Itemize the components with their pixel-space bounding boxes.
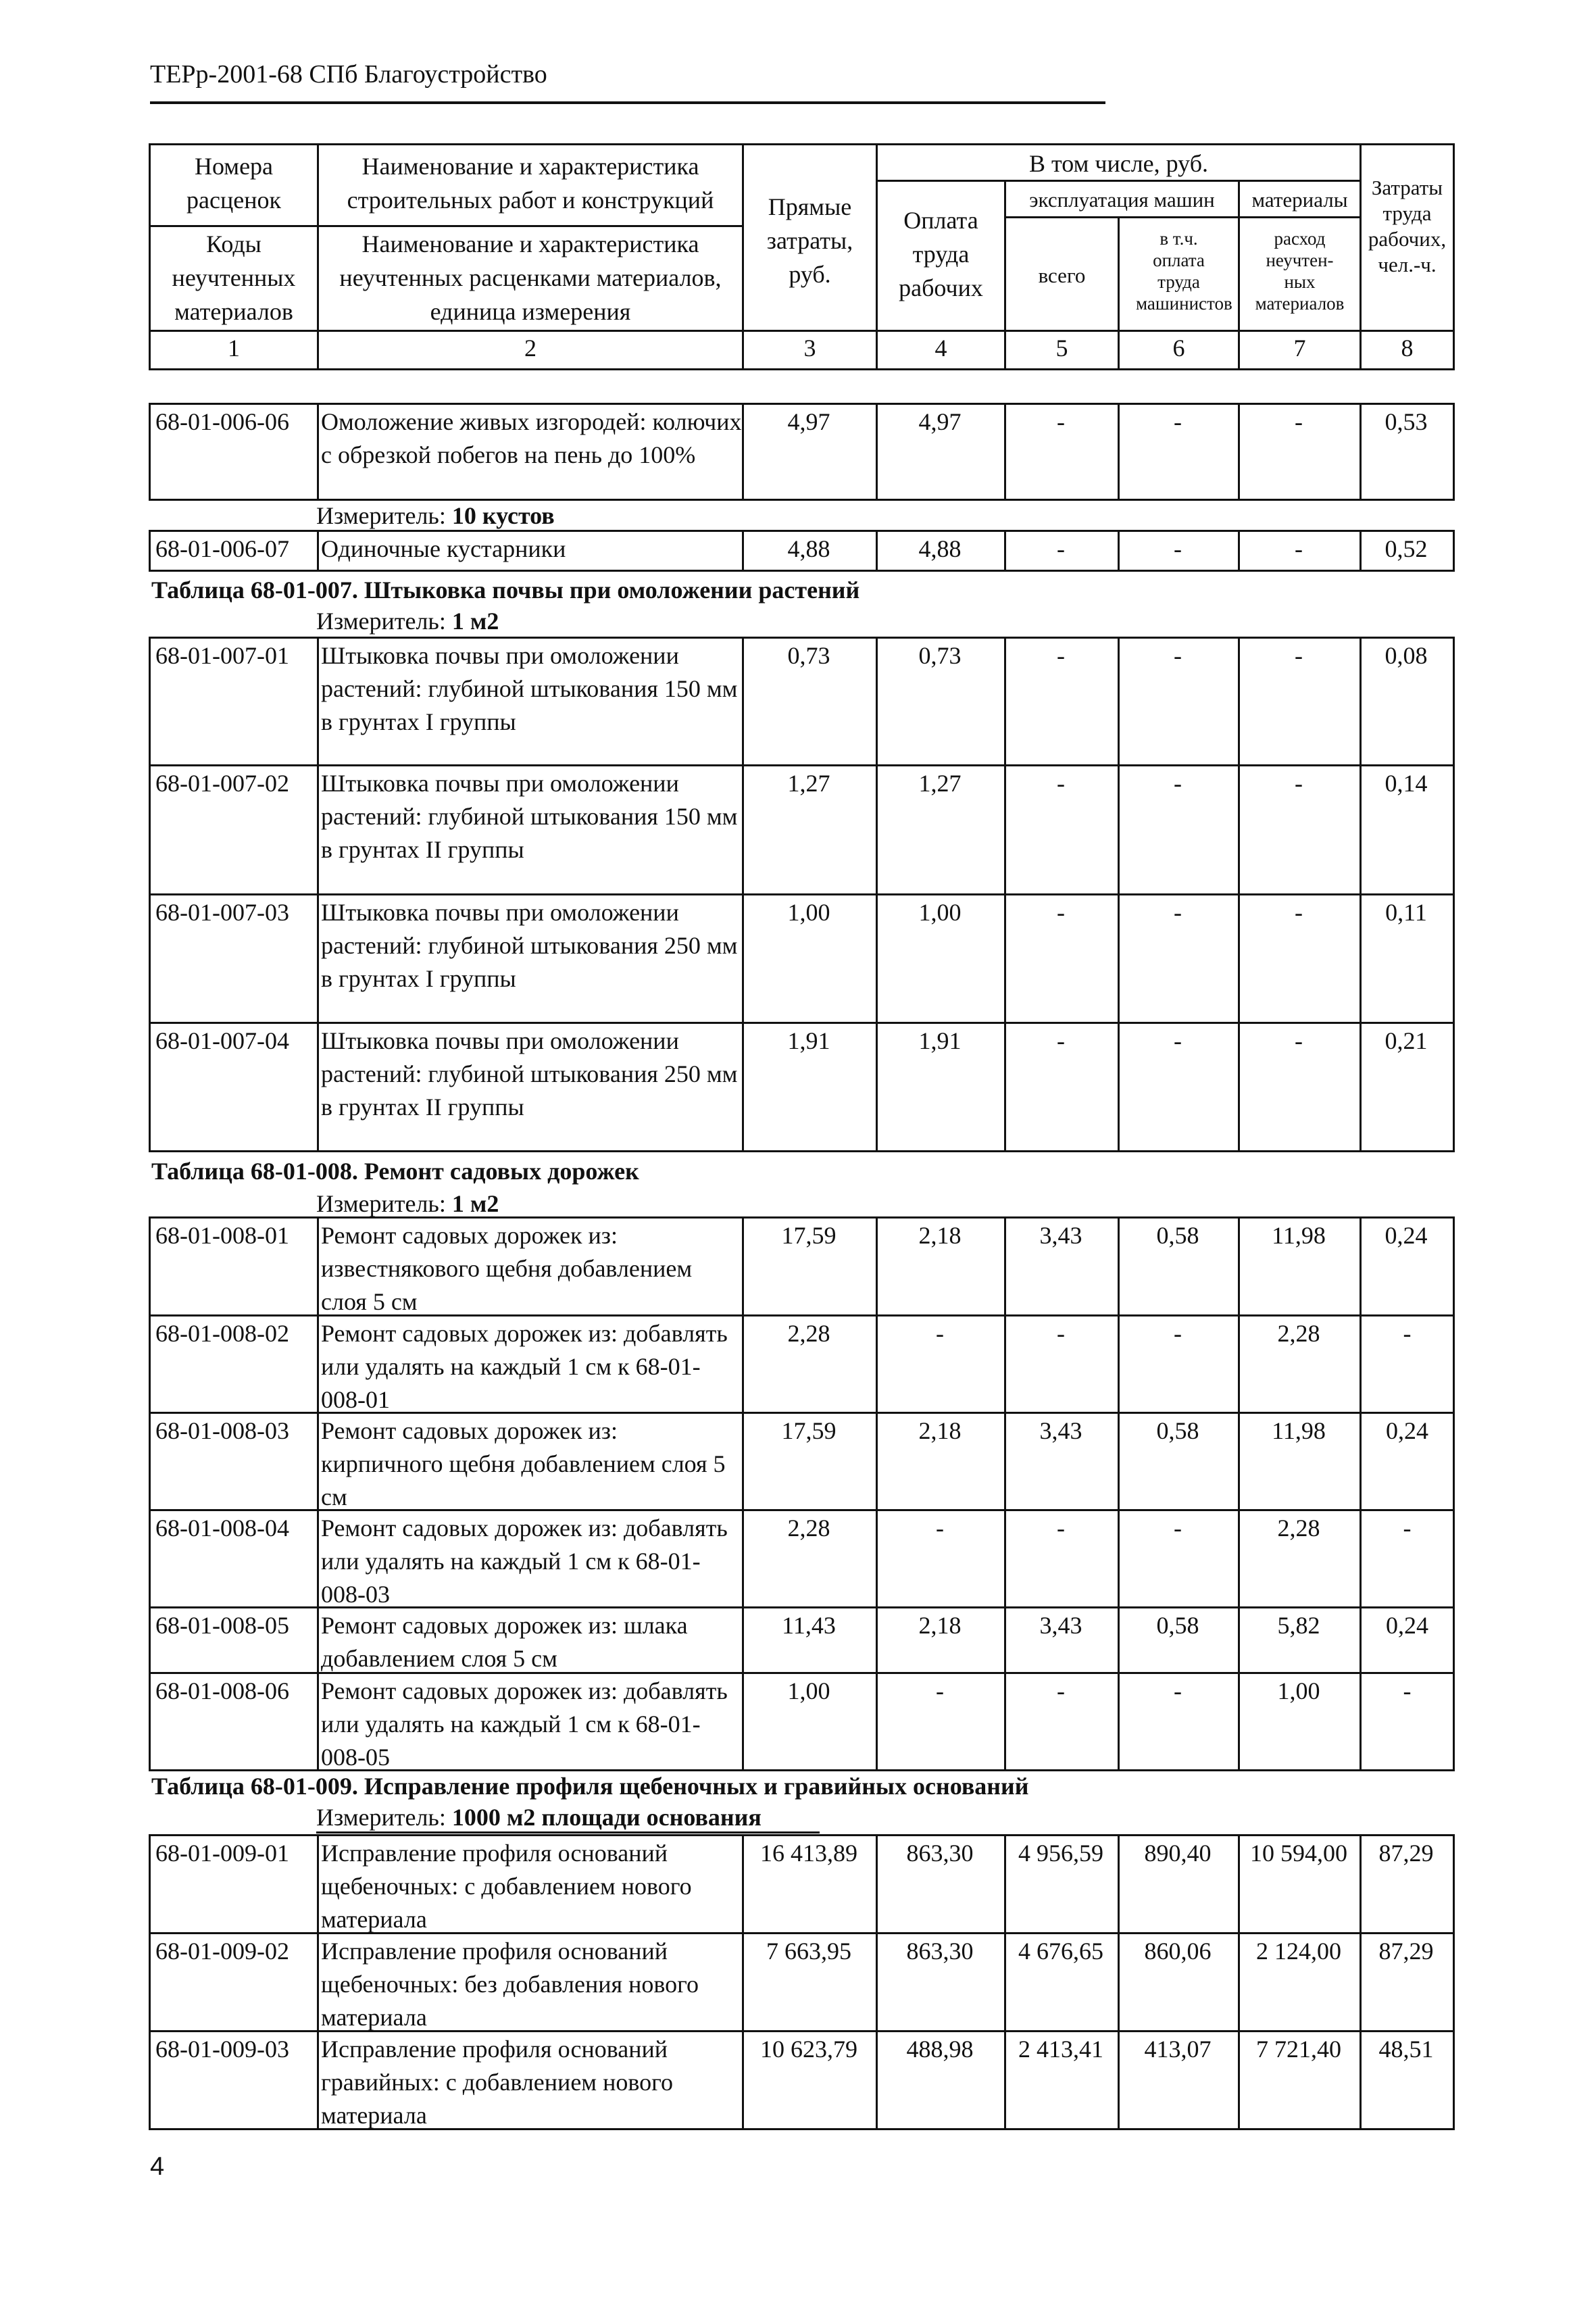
rate-code: 68-01-007-04: [149, 1022, 319, 1152]
work-description: Штыковка почвы при омоложении растений: глубиной штыкования 150 мм в грунтах II группы: [317, 764, 744, 895]
labor-hours: 0,52: [1360, 530, 1455, 572]
machinists-pay: -: [1118, 1022, 1240, 1152]
labor-pay: 2,18: [876, 1606, 1006, 1674]
machines-total: 3,43: [1004, 1216, 1120, 1316]
materials-cost: -: [1238, 530, 1362, 572]
machinists-pay: -: [1118, 1672, 1240, 1771]
rate-code: 68-01-008-04: [149, 1509, 319, 1608]
materials-cost: -: [1238, 893, 1362, 1024]
work-description: Ремонт садовых дорожек из: добавлять или удалять на каждый 1 см к 68-01-008-03: [317, 1509, 744, 1608]
labor-hours: -: [1403, 1515, 1412, 1542]
labor-pay: 4,97: [876, 403, 1006, 501]
work-description: Ремонт садовых дорожек из: добавлять или удалять на каждый 1 см к 68-01-008-01: [317, 1314, 744, 1414]
machines-total: -: [1004, 1509, 1120, 1608]
column-number: 1: [149, 330, 319, 370]
machines-total: -: [1004, 1672, 1120, 1771]
labor-hours: 87,29: [1360, 1932, 1455, 2032]
rate-code: 68-01-008-05: [149, 1606, 319, 1674]
labor-hours: 0,24: [1360, 1216, 1455, 1316]
labor-pay: 1,00: [876, 893, 1006, 1024]
direct-costs: 1,27: [742, 764, 878, 895]
measure-line: [316, 501, 555, 530]
work-description: Ремонт садовых дорожек из: шлака добавлением слоя 5 см: [317, 1606, 744, 1674]
measure-line: [316, 607, 499, 635]
materials-cost: 11,98: [1238, 1216, 1362, 1316]
measure-underline: [316, 1831, 820, 1833]
measure-label: Измеритель:: [316, 1804, 446, 1831]
direct-costs: 17,59: [742, 1216, 878, 1316]
direct-costs: 17,59: [742, 1412, 878, 1511]
labor-hours: -: [1403, 1677, 1412, 1704]
header-labor-cost: Затраты труда рабочих, чел.-ч.: [1360, 143, 1455, 332]
direct-costs: 2,28: [742, 1509, 878, 1608]
labor-pay: 1,27: [876, 764, 1006, 895]
labor-hours: 0,24: [1386, 1612, 1428, 1639]
work-description: Штыковка почвы при омоложении растений: глубиной штыкования 150 мм в грунтах I группы: [317, 637, 744, 766]
work-description: Ремонт садовых дорожек из: кирпичного щебня добавлением слоя 5 см: [317, 1412, 744, 1511]
materials-cost: -: [1238, 764, 1362, 895]
direct-costs: 1,00: [742, 1672, 878, 1771]
labor-pay: 1,91: [876, 1022, 1006, 1152]
header-machinists-pay: в т.ч. оплата труда машинистов: [1118, 216, 1240, 332]
labor-hours: 0,24: [1386, 1417, 1428, 1444]
document-title: ТЕРр-2001-68 СПб Благоустройство: [150, 60, 547, 89]
machinists-pay: -: [1118, 893, 1240, 1024]
work-description: Штыковка почвы при омоложении растений: глубиной штыкования 250 мм в грунтах II группы: [317, 1022, 744, 1152]
work-description: Исправление профиля оснований щебеночных: без добавления нового материала: [317, 1932, 744, 2032]
column-number: 3: [742, 330, 878, 370]
work-description: Омоложение живых изгородей: колючих с обрезкой побегов на пень до 100%: [317, 403, 744, 501]
measure-label: Измеритель:: [316, 608, 446, 635]
rate-code: 68-01-008-06: [149, 1672, 319, 1771]
machinists-pay: 0,58: [1118, 1606, 1240, 1674]
labor-hours: 0,21: [1360, 1022, 1455, 1152]
materials-cost: 2 124,00: [1238, 1932, 1362, 2032]
measure-label: Измеритель:: [316, 1190, 446, 1217]
rate-code: 68-01-009-03: [149, 2030, 319, 2130]
direct-costs: 11,43: [742, 1606, 878, 1674]
rate-code: 68-01-008-01: [149, 1216, 319, 1316]
materials-cost: -: [1238, 403, 1362, 501]
work-description: Ремонт садовых дорожек из: добавлять или удалять на каждый 1 см к 68-01-008-05: [317, 1672, 744, 1771]
work-description: Штыковка почвы при омоложении растений: глубиной штыкования 250 мм в грунтах I группы: [317, 893, 744, 1024]
rate-code: 68-01-007-02: [149, 764, 319, 895]
materials-cost: -: [1238, 1022, 1362, 1152]
header-labor-pay: Оплата труда рабочих: [876, 180, 1006, 332]
work-description: Исправление профиля оснований гравийных: с добавлением нового материала: [317, 2030, 744, 2130]
labor-pay: 863,30: [876, 1834, 1006, 1934]
header-machines: эксплуатация машин: [1004, 180, 1240, 218]
measure-line: [316, 1803, 762, 1831]
machinists-pay: 890,40: [1118, 1834, 1240, 1934]
labor-hours: 87,29: [1360, 1834, 1455, 1934]
rate-code: 68-01-006-07: [149, 530, 319, 572]
machines-total: -: [1004, 1022, 1120, 1152]
machinists-pay: 0,58: [1118, 1412, 1240, 1511]
direct-costs: 7 663,95: [742, 1932, 878, 2032]
table-title: Таблица 68-01-008. Ремонт садовых дорожек: [151, 1158, 639, 1185]
machinists-pay: -: [1118, 530, 1240, 572]
column-number: 4: [876, 330, 1006, 370]
machinists-pay: -: [1118, 1509, 1240, 1608]
materials-cost: 11,98: [1238, 1412, 1362, 1511]
rate-code: 68-01-009-02: [149, 1932, 319, 2032]
work-description: Одиночные кустарники: [317, 530, 744, 572]
labor-hours: 48,51: [1360, 2030, 1455, 2130]
labor-pay: 488,98: [876, 2030, 1006, 2130]
machinists-pay: -: [1118, 764, 1240, 895]
labor-hours: -: [1403, 1320, 1412, 1347]
measure-value: 10 кустов: [451, 502, 555, 529]
labor-pay: -: [876, 1672, 1006, 1771]
materials-cost: 2,28: [1238, 1509, 1362, 1608]
rate-code: 68-01-006-06: [149, 403, 319, 501]
materials-cost: -: [1238, 637, 1362, 766]
direct-costs: 4,97: [742, 403, 878, 501]
labor-hours: 0,53: [1360, 403, 1455, 501]
header-codes: Номера расценок: [149, 143, 319, 227]
measure-value: 1 м2: [451, 608, 499, 635]
labor-hours: 0,14: [1360, 764, 1455, 895]
rate-code: 68-01-007-01: [149, 637, 319, 766]
direct-costs: 2,28: [742, 1314, 878, 1414]
machinists-pay: 413,07: [1118, 2030, 1240, 2130]
machinists-pay: 860,06: [1118, 1932, 1240, 2032]
work-description: Ремонт садовых дорожек из: известнякового щебня добавлением слоя 5 см: [317, 1216, 744, 1316]
column-number: 5: [1004, 330, 1120, 370]
measure-line: [316, 1189, 499, 1218]
column-number: 2: [317, 330, 744, 370]
labor-pay: 4,88: [876, 530, 1006, 572]
machines-total: -: [1004, 403, 1120, 501]
labor-pay: 0,73: [876, 637, 1006, 766]
machines-total: -: [1004, 637, 1120, 766]
materials-cost: 2,28: [1238, 1314, 1362, 1414]
column-number: 7: [1238, 330, 1362, 370]
header-codes-unaccounted: Коды неучтенных материалов: [149, 225, 319, 332]
labor-pay: 863,30: [876, 1932, 1006, 2032]
table-title: Таблица 68-01-007. Штыковка почвы при омоложении растений: [151, 576, 860, 604]
header-including: В том числе, руб.: [876, 143, 1362, 182]
labor-hours: 0,08: [1360, 637, 1455, 766]
machines-total: -: [1004, 1314, 1120, 1414]
measure-value: 1 м2: [451, 1190, 499, 1217]
column-number: 8: [1360, 330, 1455, 370]
table-title: Таблица 68-01-009. Исправление профиля щебеночных и гравийных оснований: [151, 1773, 1029, 1800]
header-name: Наименование и характеристика строительных работ и конструкций: [317, 143, 744, 227]
machines-total: 3,43: [1004, 1606, 1120, 1674]
direct-costs: 4,88: [742, 530, 878, 572]
machines-total: 4 956,59: [1004, 1834, 1120, 1934]
machinists-pay: -: [1118, 1314, 1240, 1414]
direct-costs: 0,73: [742, 637, 878, 766]
machinists-pay: -: [1118, 637, 1240, 766]
labor-hours: 0,11: [1360, 893, 1455, 1024]
work-description: Исправление профиля оснований щебеночных: с добавлением нового материала: [317, 1834, 744, 1934]
rate-code: 68-01-007-03: [149, 893, 319, 1024]
rate-code: 68-01-008-03: [149, 1412, 319, 1511]
machines-total: 3,43: [1004, 1412, 1120, 1511]
machinists-pay: -: [1118, 403, 1240, 501]
labor-pay: 2,18: [876, 1216, 1006, 1316]
direct-costs: 1,00: [742, 893, 878, 1024]
labor-pay: -: [876, 1314, 1006, 1414]
direct-costs: 16 413,89: [742, 1834, 878, 1934]
header-unaccounted-materials: расход неучтен-ных материалов: [1238, 216, 1362, 332]
machines-total: -: [1004, 764, 1120, 895]
machines-total: 4 676,65: [1004, 1932, 1120, 2032]
direct-costs: 10 623,79: [742, 2030, 878, 2130]
machines-total: -: [1004, 893, 1120, 1024]
labor-pay: 2,18: [876, 1412, 1006, 1511]
page-number: 4: [150, 2152, 165, 2181]
machines-total: 2 413,41: [1004, 2030, 1120, 2130]
measure-label: Измеритель:: [316, 502, 446, 529]
labor-pay: -: [876, 1509, 1006, 1608]
header-materials: материалы: [1238, 180, 1362, 218]
materials-cost: 10 594,00: [1238, 1834, 1362, 1934]
measure-value: 1000 м2 площади основания: [451, 1804, 762, 1831]
machines-total: -: [1004, 530, 1120, 572]
rate-code: 68-01-008-02: [149, 1314, 319, 1414]
materials-cost: 5,82: [1238, 1606, 1362, 1674]
header-machines-total: всего: [1004, 216, 1120, 332]
machinists-pay: 0,58: [1118, 1216, 1240, 1316]
materials-cost: 7 721,40: [1238, 2030, 1362, 2130]
column-number: 6: [1118, 330, 1240, 370]
rate-code: 68-01-009-01: [149, 1834, 319, 1934]
header-name-unaccounted: Наименование и характеристика неучтенных расценками материалов, единица измерения: [317, 225, 744, 332]
direct-costs: 1,91: [742, 1022, 878, 1152]
header-direct-costs: Прямые затраты, руб.: [742, 143, 878, 332]
title-underline: [150, 101, 1105, 104]
materials-cost: 1,00: [1238, 1672, 1362, 1771]
